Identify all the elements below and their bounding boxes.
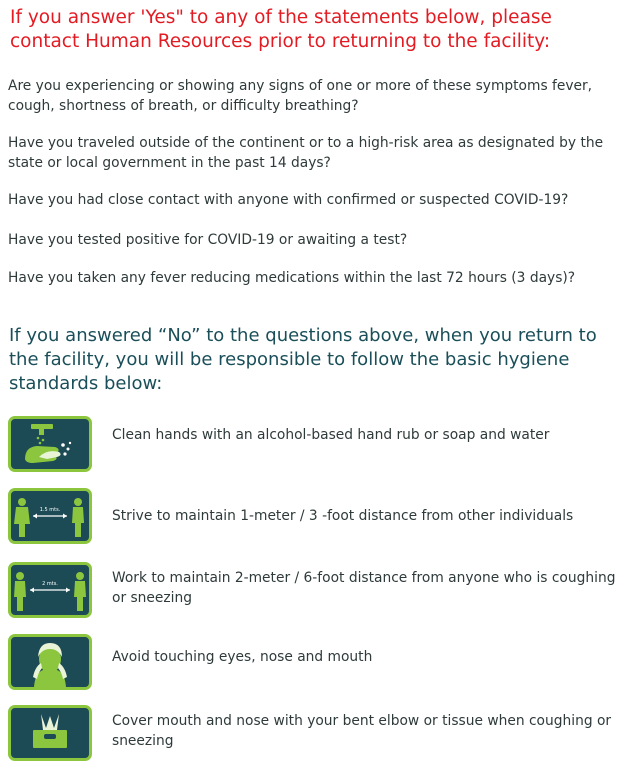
standard-text: Work to maintain 2-meter / 6-foot distance from anyone who is coughing or sneezing <box>112 570 616 606</box>
distance-1-5m-icon <box>8 488 92 544</box>
standard-handwash <box>8 416 620 472</box>
standard-distance-1m <box>8 488 620 544</box>
standard-no-face-touch <box>8 634 620 690</box>
standards-heading: If you answered “No” to the questions above, when you return to the facility, you will be responsible to follow the basic hygiene standards below: <box>9 325 597 394</box>
distance-label: 1.5 mts. <box>39 507 61 513</box>
standard-cover-cough <box>8 705 620 761</box>
distance-2m-icon <box>8 562 92 618</box>
standard-text: Cover mouth and nose with your bent elbow or tissue when coughing or sneezing <box>112 713 612 749</box>
distance-label: 2 mts. <box>42 581 58 587</box>
warning-heading: If you answer 'Yes" to any of the statements below, please contact Human Resources prior to returning to the facility: <box>10 7 552 52</box>
question-travel: Have you traveled outside of the continent or to a high-risk area as designated by the state or local government in the past 14 days? <box>8 135 604 171</box>
question-medications: Have you taken any fever reducing medications within the last 72 hours (3 days)? <box>8 270 576 286</box>
standard-distance-2m <box>8 562 620 618</box>
standard-text: Avoid touching eyes, nose and mouth <box>112 649 373 665</box>
standard-text: Strive to maintain 1-meter / 3 -foot distance from other individuals <box>112 508 574 524</box>
handwash-icon <box>8 416 92 472</box>
question-symptoms: Are you experiencing or showing any signs of one or more of these symptoms fever, cough, shortness of breath, or difficulty breathing? <box>8 78 593 114</box>
standard-text: Clean hands with an alcohol-based hand rub or soap and water <box>112 427 550 443</box>
no-face-touch-icon <box>8 634 92 690</box>
question-tested: Have you tested positive for COVID-19 or awaiting a test? <box>8 232 408 248</box>
tissue-box-icon <box>8 705 92 761</box>
question-contact: Have you had close contact with anyone with confirmed or suspected COVID-19? <box>8 192 569 208</box>
